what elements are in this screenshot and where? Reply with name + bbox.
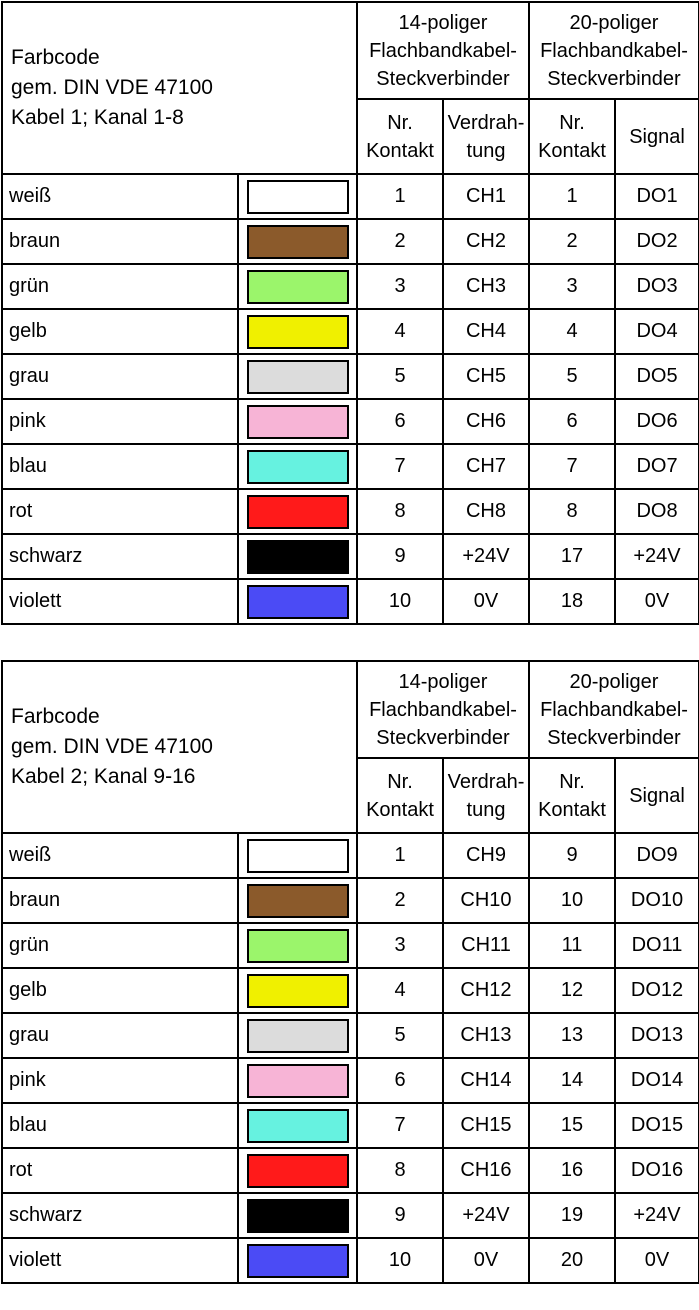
contact-14-pin: 7: [357, 1103, 443, 1148]
contact-20-pin: 1: [529, 174, 615, 219]
header-line: Steckverbinder: [376, 726, 510, 749]
contact-20-pin: 9: [529, 833, 615, 878]
contact-20-pin: 13: [529, 1013, 615, 1058]
contact-20-pin: 7: [529, 444, 615, 489]
color-swatch: [247, 1019, 349, 1053]
contact-14-pin: 5: [357, 1013, 443, 1058]
signal-value: 0V: [615, 579, 699, 624]
color-swatch: [247, 1109, 349, 1143]
contact-14-pin: 2: [357, 219, 443, 264]
wiring-value: CH1: [443, 174, 529, 219]
contact-20-pin: 10: [529, 878, 615, 923]
signal-value: +24V: [615, 1193, 699, 1238]
wiring-value: CH4: [443, 309, 529, 354]
color-swatch-cell: [238, 579, 357, 624]
contact-20-pin: 16: [529, 1148, 615, 1193]
table-row: [2, 1193, 699, 1238]
contact-14-pin: 5: [357, 354, 443, 399]
contact-14-pin: 4: [357, 968, 443, 1013]
subheader-wiring: [443, 758, 529, 833]
color-name: schwarz: [2, 534, 238, 579]
table-row: [2, 968, 699, 1013]
contact-20-pin: 11: [529, 923, 615, 968]
wiring-value: CH7: [443, 444, 529, 489]
group-header-14-pin: [357, 2, 529, 99]
color-swatch: [247, 360, 349, 394]
color-swatch: [247, 974, 349, 1008]
header-line: gem. DIN VDE 47100: [11, 76, 213, 99]
contact-20-pin: 12: [529, 968, 615, 1013]
table-title: [2, 2, 357, 174]
contact-14-pin: 10: [357, 579, 443, 624]
signal-value: DO5: [615, 354, 699, 399]
color-name: grün: [2, 264, 238, 309]
color-swatch: [247, 270, 349, 304]
color-name: blau: [2, 1103, 238, 1148]
wiring-value: CH13: [443, 1013, 529, 1058]
signal-value: DO3: [615, 264, 699, 309]
contact-14-pin: 6: [357, 399, 443, 444]
color-swatch: [247, 1064, 349, 1098]
header-line: Kontakt: [538, 798, 606, 821]
color-swatch: [247, 585, 349, 619]
contact-14-pin: 7: [357, 444, 443, 489]
subheader-signal: [615, 99, 699, 174]
color-swatch: [247, 1244, 349, 1278]
header-line: Farbcode: [11, 46, 100, 69]
wiring-value: CH8: [443, 489, 529, 534]
color-swatch-cell: [238, 534, 357, 579]
subheader-signal: [615, 758, 699, 833]
contact-14-pin: 9: [357, 534, 443, 579]
wiring-value: CH15: [443, 1103, 529, 1148]
signal-value: DO8: [615, 489, 699, 534]
header-line: Flachbandkabel-: [540, 698, 688, 721]
wiring-value: CH14: [443, 1058, 529, 1103]
color-swatch-cell: [238, 1103, 357, 1148]
header-line: Signal: [629, 784, 685, 807]
color-name: braun: [2, 878, 238, 923]
contact-14-pin: 3: [357, 264, 443, 309]
color-swatch: [247, 884, 349, 918]
header-line: Verdrah-: [447, 111, 525, 134]
contact-20-pin: 19: [529, 1193, 615, 1238]
wiring-value: +24V: [443, 534, 529, 579]
color-swatch-cell: [238, 1148, 357, 1193]
color-name: violett: [2, 579, 238, 624]
table-row: [2, 1013, 699, 1058]
color-swatch: [247, 929, 349, 963]
contact-20-pin: 15: [529, 1103, 615, 1148]
header-line: 14-poliger: [398, 11, 488, 34]
color-name: grün: [2, 923, 238, 968]
subheader-contact-20: [529, 99, 615, 174]
header-line: Nr.: [559, 770, 585, 793]
wiring-value: CH5: [443, 354, 529, 399]
header-line: Flachbandkabel-: [369, 698, 517, 721]
color-swatch-cell: [238, 399, 357, 444]
contact-14-pin: 2: [357, 878, 443, 923]
color-swatch-cell: [238, 444, 357, 489]
color-swatch-cell: [238, 174, 357, 219]
color-swatch-cell: [238, 219, 357, 264]
color-swatch: [247, 1199, 349, 1233]
header-line: Kabel 1; Kanal 1-8: [11, 106, 184, 129]
contact-20-pin: 5: [529, 354, 615, 399]
header-line: Steckverbinder: [547, 67, 681, 90]
wiring-value: CH3: [443, 264, 529, 309]
wiring-value: CH12: [443, 968, 529, 1013]
color-swatch-cell: [238, 309, 357, 354]
contact-14-pin: 6: [357, 1058, 443, 1103]
subheader-wiring: [443, 99, 529, 174]
wiring-value: 0V: [443, 579, 529, 624]
header-line: Kontakt: [366, 139, 434, 162]
header-line: gem. DIN VDE 47100: [11, 735, 213, 758]
color-swatch-cell: [238, 878, 357, 923]
color-swatch: [247, 405, 349, 439]
header-line: Signal: [629, 125, 685, 148]
color-swatch: [247, 495, 349, 529]
color-swatch-cell: [238, 1013, 357, 1058]
subheader-contact-14: [357, 758, 443, 833]
contact-20-pin: 18: [529, 579, 615, 624]
signal-value: DO2: [615, 219, 699, 264]
header-line: Nr.: [559, 111, 585, 134]
group-header-20-pin: [529, 2, 699, 99]
wiring-value: CH11: [443, 923, 529, 968]
header-line: 20-poliger: [569, 670, 659, 693]
color-swatch-cell: [238, 489, 357, 534]
header-line: Steckverbinder: [376, 67, 510, 90]
color-swatch: [247, 225, 349, 259]
color-name: pink: [2, 1058, 238, 1103]
table-row: [2, 1058, 699, 1103]
color-name: weiß: [2, 174, 238, 219]
color-name: rot: [2, 1148, 238, 1193]
contact-20-pin: 3: [529, 264, 615, 309]
table-row: [2, 1103, 699, 1148]
header-line: Steckverbinder: [547, 726, 681, 749]
group-header-14-pin: [357, 661, 529, 758]
wiring-value: CH9: [443, 833, 529, 878]
color-name: schwarz: [2, 1193, 238, 1238]
table-row: [2, 833, 699, 878]
header-line: Flachbandkabel-: [369, 39, 517, 62]
color-name: gelb: [2, 309, 238, 354]
wiring-value: +24V: [443, 1193, 529, 1238]
contact-14-pin: 1: [357, 833, 443, 878]
header-row: [2, 661, 699, 758]
color-swatch: [247, 180, 349, 214]
subheader-contact-14: [357, 99, 443, 174]
header-line: Kabel 2; Kanal 9-16: [11, 765, 196, 788]
table-row: [2, 174, 699, 219]
contact-14-pin: 8: [357, 489, 443, 534]
table-row: [2, 354, 699, 399]
contact-14-pin: 10: [357, 1238, 443, 1283]
signal-value: DO11: [615, 923, 699, 968]
header-row: [2, 2, 699, 99]
wiring-value: 0V: [443, 1238, 529, 1283]
wiring-value: CH10: [443, 878, 529, 923]
contact-20-pin: 2: [529, 219, 615, 264]
color-name: braun: [2, 219, 238, 264]
table-row: [2, 923, 699, 968]
table-row: [2, 489, 699, 534]
contact-20-pin: 4: [529, 309, 615, 354]
signal-value: DO16: [615, 1148, 699, 1193]
header-line: Nr.: [387, 111, 413, 134]
color-swatch: [247, 1154, 349, 1188]
signal-value: +24V: [615, 534, 699, 579]
contact-20-pin: 14: [529, 1058, 615, 1103]
table-row: [2, 579, 699, 624]
subheader-contact-20: [529, 758, 615, 833]
contact-20-pin: 6: [529, 399, 615, 444]
signal-value: DO4: [615, 309, 699, 354]
signal-value: DO9: [615, 833, 699, 878]
header-line: tung: [466, 798, 506, 821]
pin-table-cable-1: [1, 1, 699, 625]
signal-value: DO7: [615, 444, 699, 489]
header-line: Flachbandkabel-: [540, 39, 688, 62]
signal-value: DO12: [615, 968, 699, 1013]
table-row: [2, 309, 699, 354]
header-line: Farbcode: [11, 705, 100, 728]
color-swatch-cell: [238, 833, 357, 878]
signal-value: DO1: [615, 174, 699, 219]
table-title: [2, 661, 357, 833]
pin-table-cable-2: [1, 660, 699, 1284]
color-swatch-cell: [238, 1193, 357, 1238]
table-row: [2, 534, 699, 579]
contact-14-pin: 8: [357, 1148, 443, 1193]
table-row: [2, 444, 699, 489]
table-row: [2, 264, 699, 309]
color-name: rot: [2, 489, 238, 534]
contact-14-pin: 3: [357, 923, 443, 968]
contact-14-pin: 4: [357, 309, 443, 354]
color-swatch: [247, 315, 349, 349]
contact-14-pin: 1: [357, 174, 443, 219]
color-name: grau: [2, 1013, 238, 1058]
table-row: [2, 1148, 699, 1193]
color-swatch: [247, 450, 349, 484]
header-line: Nr.: [387, 770, 413, 793]
table-row: [2, 219, 699, 264]
signal-value: DO14: [615, 1058, 699, 1103]
table-row: [2, 399, 699, 444]
color-name: grau: [2, 354, 238, 399]
signal-value: DO13: [615, 1013, 699, 1058]
wiring-value: CH2: [443, 219, 529, 264]
color-swatch-cell: [238, 923, 357, 968]
signal-value: DO15: [615, 1103, 699, 1148]
color-name: weiß: [2, 833, 238, 878]
color-swatch-cell: [238, 1058, 357, 1103]
table-row: [2, 1238, 699, 1283]
wiring-value: CH6: [443, 399, 529, 444]
contact-14-pin: 9: [357, 1193, 443, 1238]
header-line: Kontakt: [366, 798, 434, 821]
wiring-value: CH16: [443, 1148, 529, 1193]
color-swatch: [247, 540, 349, 574]
signal-value: DO6: [615, 399, 699, 444]
header-line: 14-poliger: [398, 670, 488, 693]
contact-20-pin: 8: [529, 489, 615, 534]
table-row: [2, 878, 699, 923]
color-name: gelb: [2, 968, 238, 1013]
color-swatch-cell: [238, 968, 357, 1013]
signal-value: DO10: [615, 878, 699, 923]
header-line: Verdrah-: [447, 770, 525, 793]
color-name: violett: [2, 1238, 238, 1283]
color-swatch: [247, 839, 349, 873]
color-name: blau: [2, 444, 238, 489]
header-line: 20-poliger: [569, 11, 659, 34]
contact-20-pin: 17: [529, 534, 615, 579]
color-swatch-cell: [238, 1238, 357, 1283]
header-line: Kontakt: [538, 139, 606, 162]
color-swatch-cell: [238, 354, 357, 399]
group-header-20-pin: [529, 661, 699, 758]
color-swatch-cell: [238, 264, 357, 309]
signal-value: 0V: [615, 1238, 699, 1283]
contact-20-pin: 20: [529, 1238, 615, 1283]
color-name: pink: [2, 399, 238, 444]
header-line: tung: [466, 139, 506, 162]
